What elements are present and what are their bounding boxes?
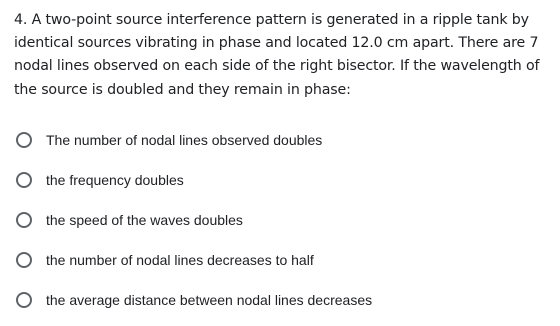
option-label: the frequency doubles <box>46 172 184 188</box>
radio-button[interactable] <box>16 292 32 308</box>
radio-button[interactable] <box>16 252 32 268</box>
option-2[interactable] <box>16 168 184 192</box>
option-label: the number of nodal lines decreases to half <box>46 252 314 268</box>
option-3[interactable] <box>16 208 243 232</box>
option-label: the speed of the waves doubles <box>46 212 243 228</box>
radio-button[interactable] <box>16 172 32 188</box>
option-5[interactable] <box>16 288 372 312</box>
option-1[interactable] <box>16 128 322 152</box>
question-text: 4. A two-point source interference pattern is generated in a ripple tank by identical sources vibrating in phase and located 12.0 cm apart. There are 7 nodal lines observed on each side of the right bisector. If the wavelength of the source is doubled and they remain in phase: <box>14 12 540 98</box>
option-label: The number of nodal lines observed doubles <box>46 132 323 148</box>
radio-button[interactable] <box>16 212 32 228</box>
option-4[interactable] <box>16 248 314 272</box>
radio-button[interactable] <box>16 132 32 148</box>
option-label: the average distance between nodal lines decreases <box>46 292 373 308</box>
